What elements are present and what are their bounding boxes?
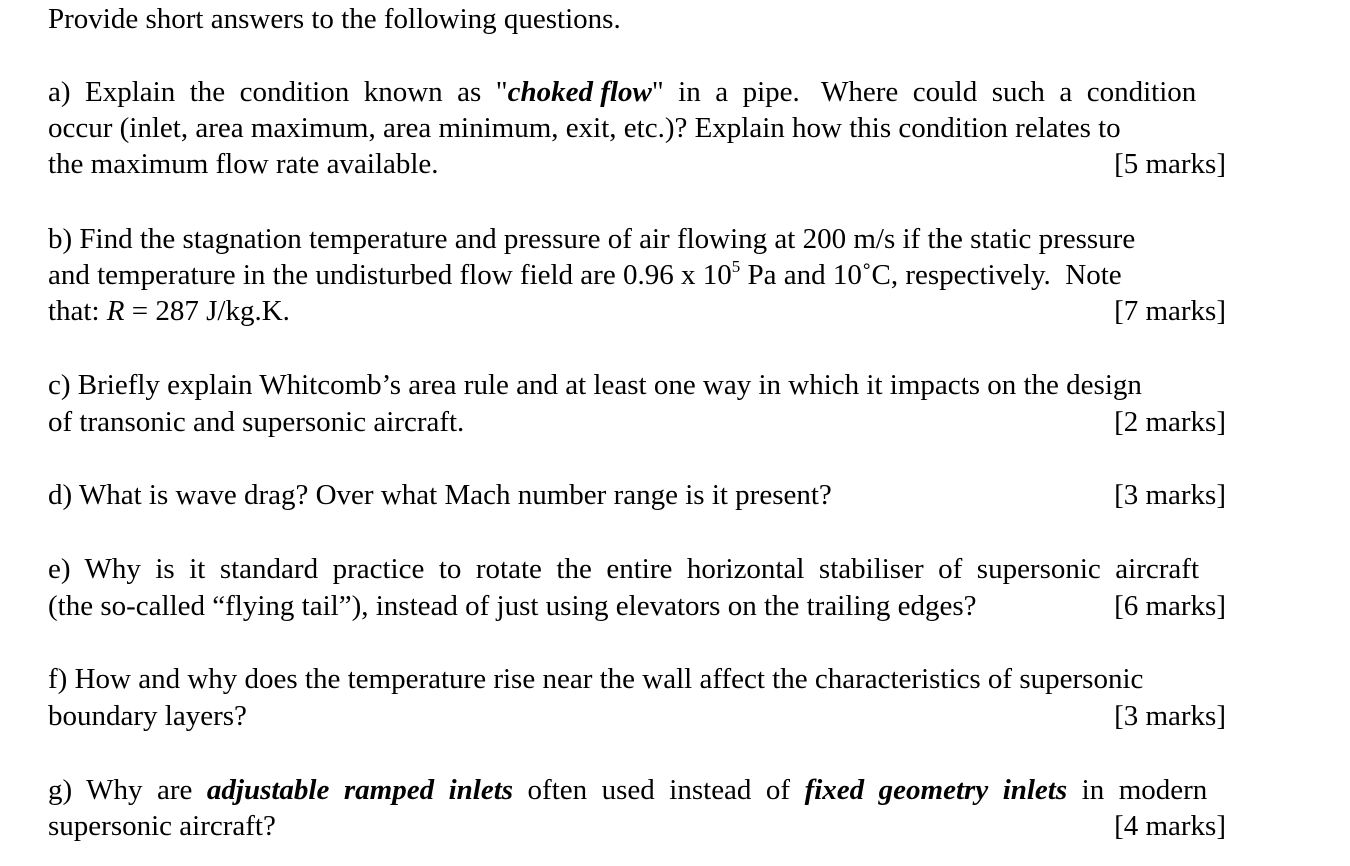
question-a-line-3: the maximum flow rate available. [48, 148, 439, 180]
question-g-line-2: supersonic aircraft? [48, 810, 276, 842]
term-choked-flow: choked flow [507, 76, 652, 108]
question-c-line-2: of transonic and supersonic aircraft. [48, 406, 465, 438]
gas-constant-symbol: R [106, 295, 125, 327]
question-a-line-1: a) Explain the condition known as "choked flow" in a pipe. Where could such a condition [48, 76, 1197, 108]
question-f-marks: [3 marks] [1114, 700, 1226, 732]
question-b-line-1: b) Find the stagnation temperature and pressure of air flowing at 200 m/s if the static pressure [48, 223, 1136, 255]
question-b-line-2: and temperature in the undisturbed flow field are 0.96 x $10^5$ Pa and 10˚C, respectively. Note [48, 257, 1122, 291]
question-d-marks: [3 marks] [1114, 479, 1226, 511]
question-a-marks: [5 marks] [1114, 148, 1226, 180]
question-c-line-1: c) Briefly explain Whitcomb’s area rule and at least one way in which it impacts on the design [48, 369, 1142, 401]
question-b-line-3: that: R = 287 J/kg.K. [48, 295, 290, 327]
term-fixed-geometry-inlets: fixed geometry inlets [804, 774, 1068, 806]
question-d-line-1: d) What is wave drag? Over what Mach number range is it present? [48, 479, 832, 511]
question-e-line-2: (the so-called “flying tail”), instead of just using elevators on the trailing edges? [48, 590, 977, 622]
question-g-line-1: g) Why are adjustable ramped inlets often used instead of fixed geometry inlets in modern [48, 774, 1208, 806]
term-adjustable-ramped-inlets: adjustable ramped inlets [206, 774, 514, 806]
question-f-line-1: f) How and why does the temperature rise near the wall affect the characteristics of supersonic [48, 663, 1144, 695]
exponent: 5 [731, 257, 741, 276]
question-c-marks: [2 marks] [1114, 406, 1226, 438]
question-f-line-2: boundary layers? [48, 700, 247, 732]
question-e-line-1: e) Why is it standard practice to rotate the entire horizontal stabiliser of supersonic aircraft [48, 553, 1200, 585]
question-e-marks: [6 marks] [1114, 590, 1226, 622]
question-a-line-2: occur (inlet, area maximum, area minimum, exit, etc.)? Explain how this condition relates to [48, 112, 1121, 144]
instructions-heading: Provide short answers to the following questions. [48, 3, 621, 35]
question-g-marks: [4 marks] [1114, 810, 1226, 842]
question-b-marks: [7 marks] [1114, 295, 1226, 327]
